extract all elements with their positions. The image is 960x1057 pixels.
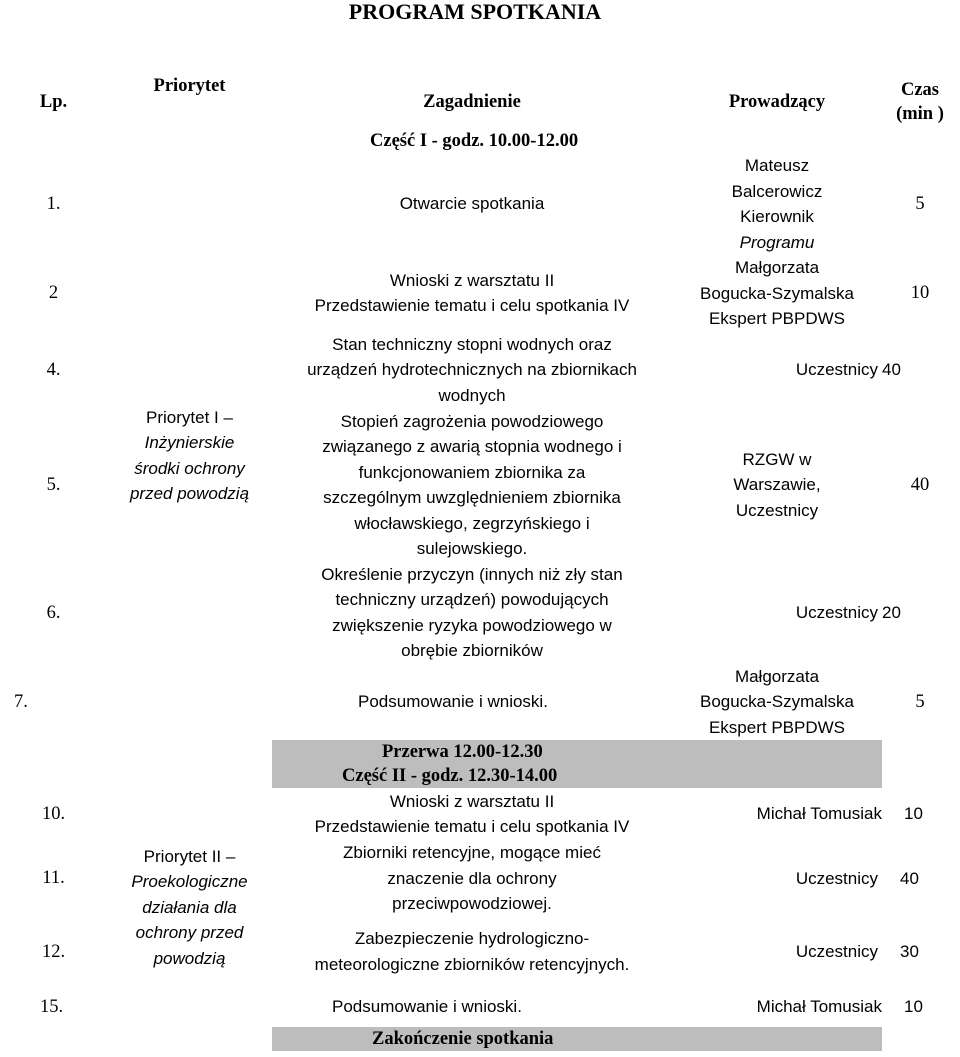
row-leader [672,664,882,741]
row-topic: Podsumowanie i wnioski. [332,996,522,1016]
header-czas-line2: (min ) [896,103,944,124]
priority-2-line1: Priorytet II – [143,846,236,866]
row-leader [672,409,882,562]
part-row [0,129,958,153]
leader-line: Bogucka-Szymalska [699,283,854,303]
topic-line: szczególnym uwzględnieniem zbiornika [323,488,621,507]
topic-line: obrębie zbiorników [401,641,543,660]
topic-line: włocławskiego, zegrzyńskiego i [354,513,590,533]
row-leader [672,255,882,332]
row-lp: 5. [46,475,61,495]
row-topic [272,409,672,562]
topic-line: przeciwpowodziowej. [392,894,552,913]
row-lp: 6. [46,602,61,623]
topic-line: wodnych [438,385,506,405]
priority-2-line2: Proekologiczne [131,872,248,891]
topic-line: Przedstawienie tematu i celu spotkania IV [314,817,630,836]
row-lp: 4. [46,360,61,380]
row-topic: Podsumowanie i wnioski. [358,692,548,711]
header-priorytet: Priorytet [153,76,226,96]
table-row [0,987,958,1027]
row-topic [272,562,672,664]
topic-line: zwiększenie ryzyka powodziowego w [332,615,612,635]
topic-line: związanego z awarią stopnia wodnego i [322,437,622,456]
row-time: 40 [900,868,919,888]
topic-line: znaczenie dla ochrony [387,868,557,888]
table-row [0,153,958,255]
priority-1-line1: Priorytet I – [146,407,233,427]
row-time: 40 [882,360,901,380]
leader-line: RZGW w [742,449,812,469]
break-row [0,740,958,764]
row-lp: 2 [48,283,59,304]
row-leader: Uczestnicy [795,941,878,961]
row-time: 5 [915,194,925,214]
table-row [0,788,958,840]
row-topic: Otwarcie spotkania [399,194,545,214]
topic-line: Wnioski z warsztatu II [389,270,555,290]
topic-line: urządzeń hydrotechnicznych na zbiornikach [307,360,637,380]
row-time: 5 [915,691,925,712]
row-lp: 12. [41,941,66,962]
row-time: 40 [910,475,930,495]
header-prowadzacy: Prowadzący [728,91,826,112]
priority-2-cell [107,788,272,987]
row-lp: 11. [42,868,65,889]
priority-2-line4: ochrony przed [135,923,244,942]
leader-line: Programu [739,232,815,252]
topic-line: sulejowskiego. [416,539,528,558]
leader-line: Małgorzata [734,666,820,686]
row-topic [272,840,672,917]
row-time: 10 [904,996,923,1016]
row-time: 10 [910,283,930,304]
leader-line: Małgorzata [734,258,820,277]
part-row [0,764,958,788]
row-time: 20 [882,602,901,622]
header-lp: Lp. [39,91,68,112]
header-czas [882,74,958,129]
row-topic [272,255,672,332]
row-leader: Michał Tomusiak [756,804,882,824]
row-time: 30 [900,941,919,961]
row-lp: 10. [41,804,66,824]
row-leader [672,153,882,255]
topic-line: meteorologiczne zbiorników retencyjnych. [314,954,630,974]
row-leader: Uczestnicy [795,868,878,888]
leader-line: Bogucka-Szymalska [699,692,854,711]
leader-line: Balcerowicz [731,181,823,201]
topic-line: Przedstawienie tematu i celu spotkania IV [314,296,630,316]
priority-1-line4: przed powodzią [129,484,250,503]
header-czas-line1: Czas [900,79,940,100]
topic-line: Zbiorniki retencyjne, mogące mieć [343,843,601,862]
row-lp: 7. [14,691,28,712]
topic-line: Zabezpieczenie hydrologiczno- [354,929,590,948]
leader-line: Kierownik [740,207,814,226]
topic-line: Stopień zagrożenia powodziowego [340,411,604,431]
table-header-row [0,74,958,129]
priority-2-line5: powodzią [153,948,226,968]
row-topic [272,332,672,409]
part-1-header: Część I - godz. 10.00-12.00 [370,131,579,151]
topic-line: Określenie przyczyn (innych niż zły stan [321,564,623,584]
leader-line: Mateusz [744,156,810,175]
row-lp: 15. [40,996,64,1017]
program-table [0,74,958,1051]
row-leader: Uczestnicy [795,360,878,380]
row-lp: 1. [46,194,61,214]
priority-1-line3: środki ochrony [134,458,245,478]
topic-line: funkcjonowaniem zbiornika za [358,462,586,482]
topic-line: Wnioski z warsztatu II [389,791,555,811]
priority-1-line2: Inżynierskie [144,433,235,452]
part-2-header: Część II - godz. 12.30-14.00 [272,764,882,788]
leader-line: Ekspert PBPDWS [708,309,846,328]
end-label: Zakończenie spotkania [272,1027,882,1051]
row-leader: Uczestnicy [795,602,878,622]
row-topic [272,788,672,840]
priority-2-line3: działania dla [142,897,237,917]
topic-line: Stan techniczny stopni wodnych oraz [332,334,612,354]
topic-line: techniczny urządzeń) powodujących [335,590,609,609]
row-time: 10 [904,804,923,824]
end-row [0,1027,958,1051]
priority-1-cell [107,153,272,740]
page-title: PROGRAM SPOTKANIA [348,0,602,24]
leader-line: Uczestnicy [735,500,819,520]
break-label: Przerwa 12.00-12.30 [272,740,882,764]
row-leader: Michał Tomusiak [756,996,882,1016]
leader-line: Ekspert PBPDWS [708,717,846,737]
row-topic [272,917,672,987]
leader-line: Warszawie, [733,475,821,495]
header-zagadnienie: Zagadnienie [423,91,521,112]
